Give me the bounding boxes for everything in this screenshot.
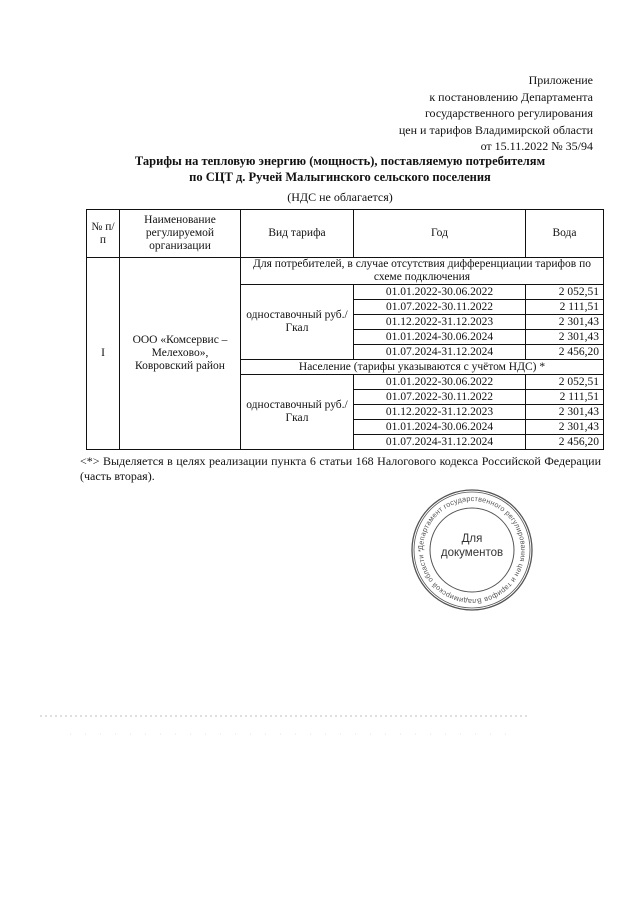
tariff-table <box>86 209 604 450</box>
stamp-line-1: Для <box>461 533 483 545</box>
period-cell: 01.01.2022-30.06.2022 <box>354 285 526 300</box>
header-num: № п/п <box>87 210 120 258</box>
vat-note: (НДС не облагается) <box>287 190 393 204</box>
organization-name: ООО «Комсервис – Мелехово», Ковровский район <box>120 258 241 450</box>
group-heading: Для потребителей, в случае отсутствия дифференциации тарифов по схеме подключения <box>241 258 604 285</box>
value-cell: 2 052,51 <box>526 285 604 300</box>
title-line-2: по СЦТ д. Ручей Малыгинского сельского поселения <box>189 169 491 184</box>
tariff-type: одноставочный руб./Гкал <box>241 375 354 450</box>
period-cell: 01.07.2024-31.12.2024 <box>354 435 526 450</box>
value-cell: 2 301,43 <box>526 315 604 330</box>
table-header-row <box>87 210 604 258</box>
group-heading: Население (тарифы указываются с учётом НДС) * <box>241 360 604 375</box>
appendix-line: государственного регулирования <box>424 106 593 120</box>
value-cell: 2 456,20 <box>526 345 604 360</box>
header-water: Вода <box>526 210 604 258</box>
period-cell: 01.12.2022-31.12.2023 <box>354 315 526 330</box>
value-cell: 2 111,51 <box>526 300 604 315</box>
period-cell: 01.07.2022-30.11.2022 <box>354 390 526 405</box>
stamp-line-2: документов <box>440 547 504 559</box>
value-cell: 2 052,51 <box>526 375 604 390</box>
appendix-line: к постановлению Департамента <box>429 89 593 104</box>
value-cell: 2 301,43 <box>526 420 604 435</box>
period-cell: 01.01.2024-30.06.2024 <box>354 420 526 435</box>
appendix-line: Приложение <box>528 73 593 87</box>
table-row <box>87 258 604 285</box>
value-cell: 2 301,43 <box>526 330 604 345</box>
document-title <box>90 154 590 185</box>
period-cell: 01.12.2022-31.12.2023 <box>354 405 526 420</box>
header-tariff-type: Вид тарифа <box>241 210 354 258</box>
appendix-line: от 15.11.2022 № 35/94 <box>480 139 593 153</box>
stamp <box>410 488 534 612</box>
value-cell: 2 111,51 <box>526 390 604 405</box>
appendix-line: цен и тарифов Владимирской области <box>398 122 593 137</box>
period-cell: 01.01.2024-30.06.2024 <box>354 330 526 345</box>
header-year: Год <box>354 210 526 258</box>
period-cell: 01.07.2024-31.12.2024 <box>354 345 526 360</box>
scan-artifacts <box>40 712 540 742</box>
tariff-type: одноставочный руб./Гкал <box>241 285 354 360</box>
stamp-text <box>410 532 534 560</box>
header-org: Наименование регулируемой организации <box>120 210 241 258</box>
appendix-block <box>293 72 593 155</box>
footnote: <*> Выделяется в целях реализации пункта 6 статьи 168 Налогового кодекса Российской Федерации (часть вторая). <box>80 454 601 483</box>
svg-text:Департамент государственного р: Департамент государственного регулирования цен и тарифов Владимирской области * <box>415 493 529 607</box>
period-cell: 01.01.2022-30.06.2022 <box>354 375 526 390</box>
value-cell: 2 301,43 <box>526 405 604 420</box>
period-cell: 01.07.2022-30.11.2022 <box>354 300 526 315</box>
value-cell: 2 456,20 <box>526 435 604 450</box>
title-line-1: Тарифы на тепловую энергию (мощность), поставляемую потребителям <box>134 154 546 168</box>
row-number: I <box>87 258 120 450</box>
